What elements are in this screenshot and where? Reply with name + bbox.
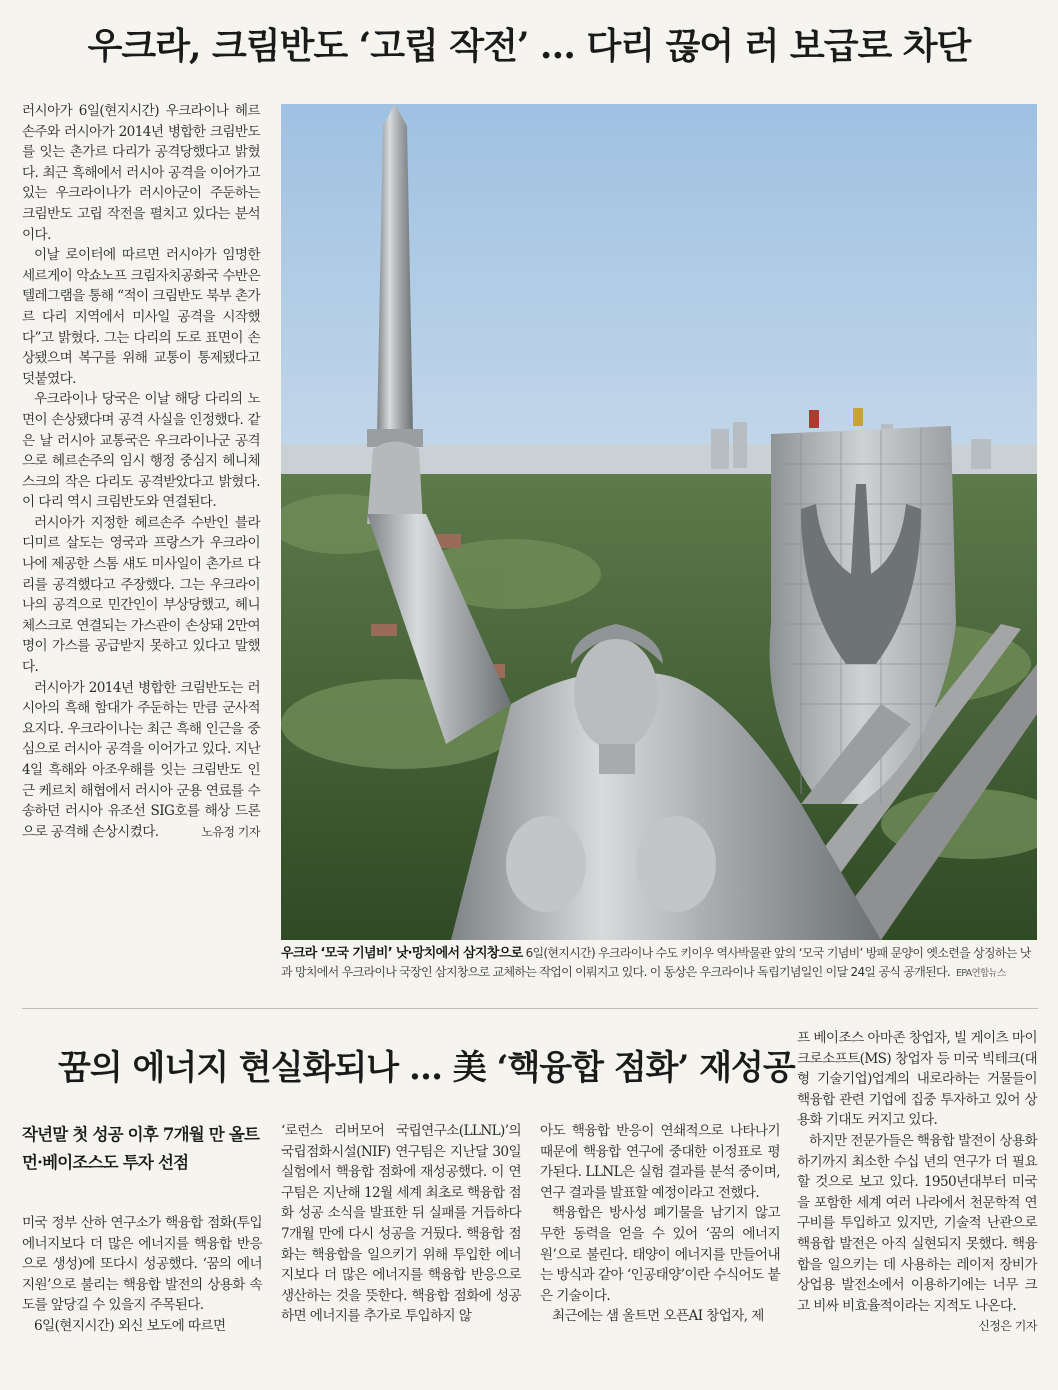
article1-body (22, 101, 260, 842)
photo-caption (281, 944, 1041, 983)
article2-paragraph: 핵융합은 방사성 폐기물을 남기지 않고 무한 동력을 얻을 수 있어 ‘꿈의 에너지원’으로 불린다. 태양이 에너지를 만들어내는 방식과 같아 ‘인공태양’이란 수식어도 붙은 기술이다. (540, 1205, 780, 1304)
article2-paragraph: 프 베이조스 아마존 창업자, 빌 게이츠 마이크로소프트(MS) 창업자 등 미국 빅테크(대형 기술기업)업계의 내로라하는 거물들이 핵융합 관련 기업에 집중 투자하고 있어 상용화 기대도 커지고 있다. (797, 1030, 1037, 1129)
article2-paragraph: ‘로런스 리버모어 국립연구소(LLNL)’의 국립점화시설(NIF) 연구팀은 지난달 30일 실험에서 핵융합 점화에 재성공했다. 이 연구팀은 지난해 12월 세계 최초로 핵융합 점화 성공 소식을 발표한 뒤 실패를 거듭하다 7개월 만에 다시 성공을 거뒀다. 핵융합 점화는 핵융합을 일으키기 위해 투입한 에너지보다 더 많은 에너지를 핵융합 반응으로 생산하는 것을 뜻한다. 핵융합 점화에 성공하면 에너지를 추가로 투입하지 않 (281, 1123, 521, 1325)
article2-paragraph (797, 1131, 1037, 1334)
photo-credit: EPA연합뉴스 (956, 968, 1006, 979)
section-divider (22, 1008, 1038, 1009)
article2-column-1 (22, 1213, 262, 1337)
article2-byline: 신정은 기자 (978, 1319, 1037, 1334)
article2-paragraph: 아도 핵융합 반응이 연쇄적으로 나타나기 때문에 핵융합 연구에 중대한 이정표로 평가된다. LLNL은 실험 결과를 분석 중이며, 연구 결과를 발표할 예정이라고 전했다. (540, 1123, 780, 1201)
article1-paragraph-text: 러시아가 2014년 병합한 크림반도는 러시아의 흑해 함대가 주둔하는 만큼 군사적 요지다. 우크라이나는 최근 흑해 인근을 중심으로 러시아 공격을 이어가고 있다. 지난 4일 흑해와 아조우해를 잇는 크림반도 인근 케르치 해협에서 러시아 군용 연료를 수송하던 러시아 유조선 SIG호를 해상 드론으로 공격해 손상시켰다. (22, 679, 260, 840)
article2-paragraph-text: 하지만 전문가들은 핵융합 발전이 상용화하기까지 최소한 수십 년의 연구가 더 필요할 것으로 보고 있다. 1950년대부터 미국을 포함한 세계 여러 나라에서 천문학적 연구비를 투입하고 있지만, 기술적 난관으로 핵융합 발전은 아직 실현되지 못했다. 핵융합을 일으키는 데 사용하는 레이저 장비가 상업용 발전소에서 이용하기에는 너무 크고 비싸 비효율적이라는 지적도 나온다. (797, 1132, 1037, 1314)
caption-title: 우크라 ‘모국 기념비’ 낫·망치에서 삼지창으로 (281, 946, 523, 961)
article2-paragraph: 6일(현지시간) 외신 보도에 따르면 (34, 1317, 226, 1334)
article1-paragraph: 러시아가 지정한 헤르손주 수반인 블라디미르 살도는 영국과 프랑스가 우크라이나에 제공한 스톰 섀도 미사일이 촌가르 다리를 공격했다고 주장했다. 그는 우크라이나의 공격으로 민간인이 부상당했고, 헤니체스크로 연결되는 가스관이 손상돼 2만여 명이 가스를 공급받지 못하고 있다고 말했다. (22, 514, 260, 676)
motherland-monument-photo (281, 104, 1037, 940)
article1-headline: 우크라, 크림반도 ‘고립 작전’ … 다리 끊어 러 보급로 차단 (87, 25, 971, 67)
article1-paragraph (22, 678, 260, 843)
article2-paragraph: 미국 정부 산하 연구소가 핵융합 점화(투입 에너지보다 더 많은 에너지를 핵융합 반응으로 생성)에 또다시 성공했다. ‘꿈의 에너지원’으로 불리는 핵융합 발전의 상용화 속도를 앞당길 수 있을지 주목된다. (22, 1215, 262, 1314)
article2-column-3 (540, 1121, 780, 1327)
article2-column-4 (797, 1028, 1037, 1337)
article2-paragraph: 최근에는 샘 올트먼 오픈AI 창업자, 제 (552, 1308, 764, 1325)
article1-paragraph: 우크라이나 당국은 이날 해당 다리의 노면이 손상됐다며 공격 사실을 인정했다. 같은 날 러시아 교통국은 우크라이나군 공격으로 헤르손주의 임시 행정 중심지 헤니체스크의 작은 다리도 공격받았다고 밝혔다. 이 다리 역시 크림반도와 연결된다. (22, 391, 260, 511)
article1-byline: 노유정 기자 (201, 824, 260, 839)
article1-paragraph: 이날 로이터에 따르면 러시아가 임명한 세르게이 악쇼노프 크림자치공화국 수반은 텔레그램을 통해 “적이 크림반도 북부 촌가르 다리 지역에서 미사일 공격을 시작했다”고 밝혔다. 그는 다리의 도로 표면이 손상됐으며 복구를 위해 교통이 통제됐다고 덧붙였다. (22, 247, 260, 387)
article2-column-2 (281, 1121, 521, 1327)
article2-subhead: 작년말 첫 성공 이후 7개월 만 올트먼·베이조스도 투자 선점 (22, 1125, 260, 1172)
article1-paragraph: 러시아가 6일(현지시간) 우크라이나 헤르손주와 러시아가 2014년 병합한 크림반도를 잇는 촌가르 다리가 공격당했다고 밝혔다. 최근 흑해에서 러시아 공격을 이어가고 있는 우크라이나가 러시아군이 주둔하는 크림반도 고립 작전을 펼치고 있다는 분석이다. (22, 103, 260, 243)
article2-headline: 꿈의 에너지 현실화되나 … 美 ‘핵융합 점화’ 재성공 (58, 1048, 795, 1088)
caption-text: 6일(현지시간) 우크라이나 수도 키이우 역사박물관 앞의 ‘모국 기념비’ 방패 문양이 옛소련을 상징하는 낫과 망치에서 우크라이나 국장인 삼지창으로 교체하는 작업이 이뤄지고 있다. 이 동상은 우크라이나 독립기념일인 이달 24일 공식 공개된다. (281, 946, 1031, 979)
